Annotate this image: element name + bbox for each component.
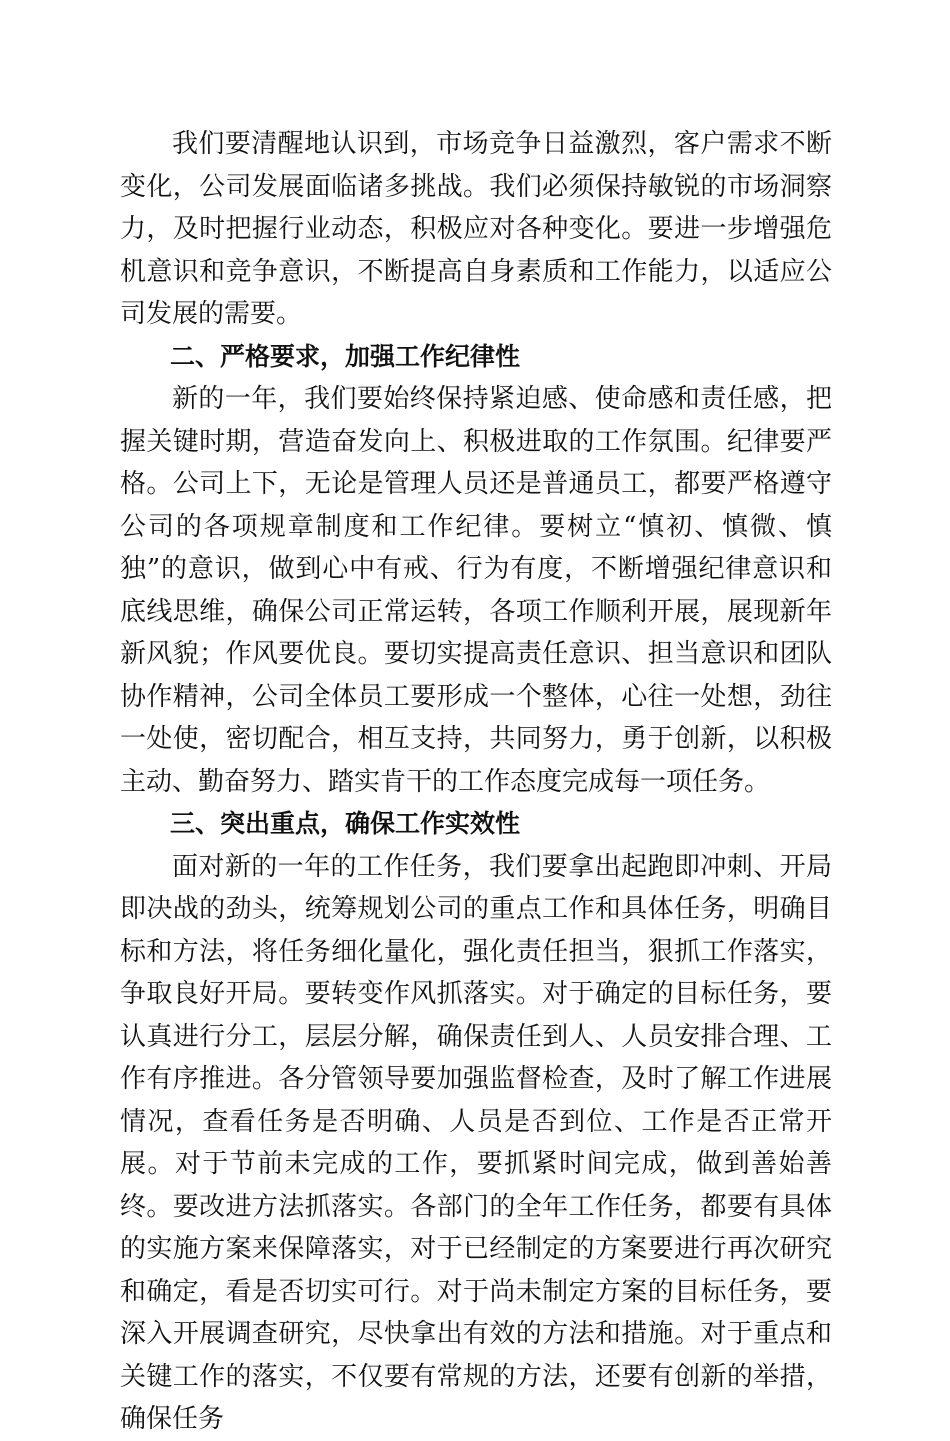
paragraph-discipline: 新的一年，我们要始终保持紧迫感、使命感和责任感，把握关键时期，营造奋发向上、积极进取的工作氛围。纪律要严格。公司上下，无论是管理人员还是普通员工，都要严格遵守公司的各项规章制度和工作纪律。要树立“慎初、慎微、慎独”的意识，做到心中有戒、行为有度，不断增强纪律意识和底线思维，确保公司正常运转，各项工作顺利开展，展现新年新风貌；作风要优良。要切实提高责任意识、担当意识和团队协作精神，公司全体员工要形成一个整体，心往一处想，劲往一处使，密切配合，相互支持，共同努力，勇于创新，以积极主动、勤奋努力、踏实肯干的工作态度完成每一项任务。 <box>120 384 832 797</box>
paragraph-intro: 我们要清醒地认识到，市场竞争日益激烈，客户需求不断变化，公司发展面临诸多挑战。我们必须保持敏锐的市场洞察力，及时把握行业动态，积极应对各种变化。要进一步增强危机意识和竞争意识，不断提高自身素质和工作能力，以适应公司发展的需要。 <box>120 129 832 329</box>
section-heading-priorities: 三、突出重点，确保工作实效性 <box>170 809 521 838</box>
paragraph-priorities: 面对新的一年的工作任务，我们要拿出起跑即冲刺、开局即决战的劲头，统筹规划公司的重点工作和具体任务，明确目标和方法，将任务细化量化，强化责任担当，狠抓工作落实，争取良好开局。要转变作风抓落实。对于确定的目标任务，要认真进行分工，层层分解，确保责任到人、人员安排合理、工作有序推进。各分管领导要加强监督检查，及时了解工作进展情况，查看任务是否明确、人员是否到位、工作是否正常开展。对于节前未完成的工作，要抓紧时间完成，做到善始善终。要改进方法抓落实。各部门的全年工作任务，都要有具体的实施方案来保障落实，对于已经制定的方案要进行再次研究和确定，看是否切实可行。对于尚未制定方案的目标任务，要深入开展调查研究，尽快拿出有效的方法和措施。对于重点和关键工作的落实，不仅要有常规的方法，还要有创新的举措，确保任务 <box>120 851 832 1434</box>
section-heading-discipline: 二、严格要求，加强工作纪律性 <box>170 341 521 371</box>
document-body <box>120 123 832 1441</box>
